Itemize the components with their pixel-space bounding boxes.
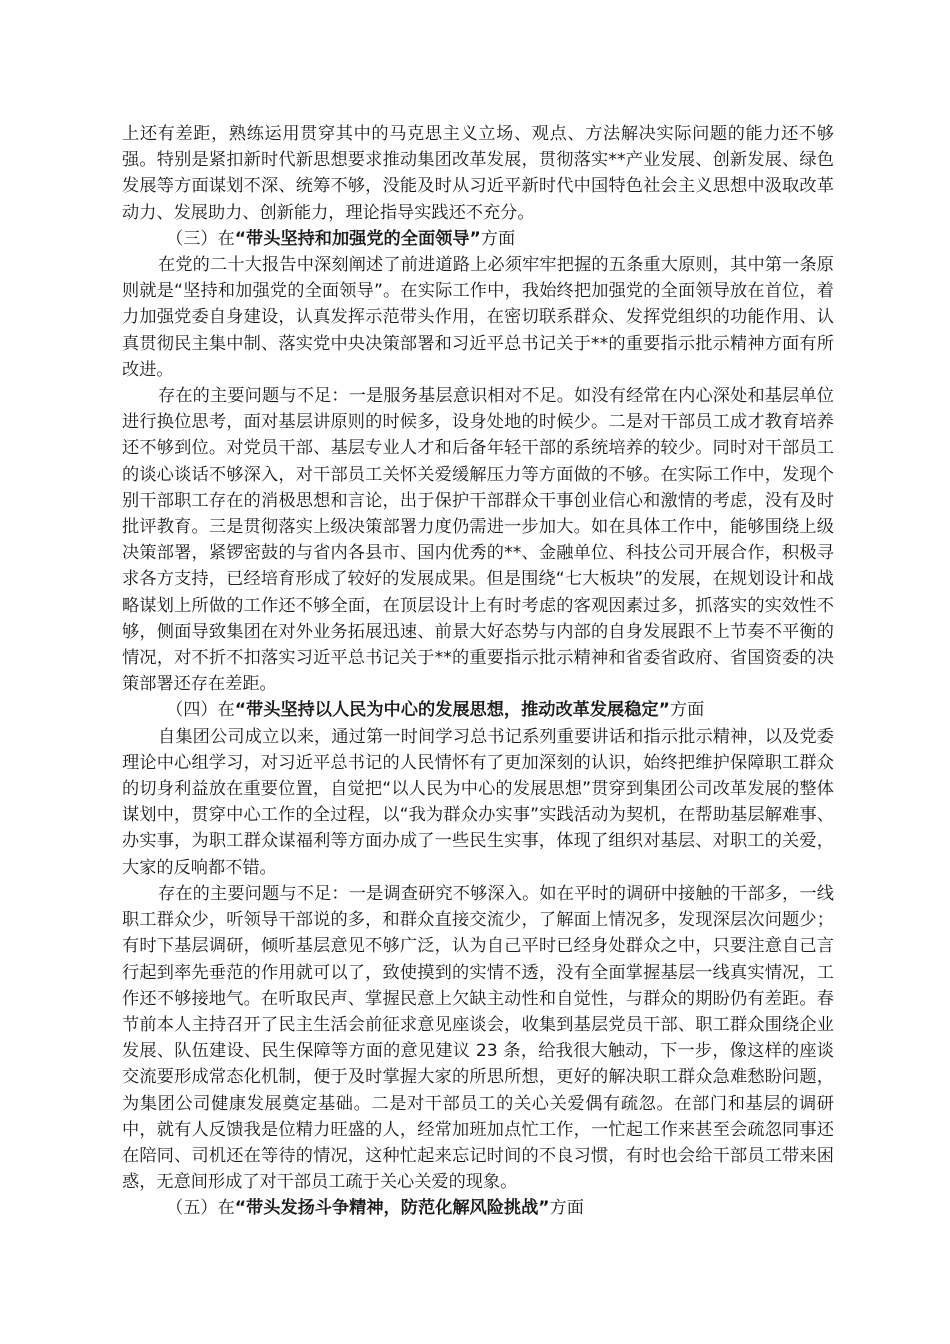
- heading-suffix: 方面: [480, 228, 516, 249]
- section-heading-4: [122, 697, 834, 723]
- heading-prefix: （四）在: [166, 700, 235, 721]
- heading-prefix: （三）在: [166, 228, 235, 249]
- heading-quote: “带头坚持和加强党的全面领导”: [234, 228, 481, 249]
- heading-quote: “带头发扬斗争精神，防范化解风险挑战”: [234, 1198, 550, 1219]
- section-heading-5: [122, 1195, 834, 1221]
- section-heading-3: [122, 226, 834, 252]
- body-paragraph: 存在的主要问题与不足：一是调查研究不够深入。如在平时的调研中接触的干部多，一线职工群众少，听领导干部说的多，和群众直接交流少，了解面上情况多，发现深层次问题少；有时下基层调研，倾听基层意见不够广泛，认为自己平时已经身处群众之中，只要注意自己言行起到率先垂范的作用就可以了，致使摸到的实情不透，没有全面掌握基层一线真实情况，工作还不够接地气。在听取民声、掌握民意上欠缺主动性和自觉性，与群众的期盼仍有差距。春节前本人主持召开了民主生活会前征求意见座谈会，收集到基层党员干部、职工群众围绕企业发展、队伍建设、民生保障等方面的意见建议 23 条，给我很大触动，下一步，像这样的座谈交流要形成常态化机制，便于及时掌握大家的所思所想，更好的解决职工群众急难愁盼问题，为集团公司健康发展奠定基础。二是对干部员工的关心关爱偶有疏忽。在部门和基层的调研中，就有人反馈我是位精力旺盛的人，经常加班加点忙工作，一忙起工作来甚至会疏忽同事还在陪同、司机还在等待的情况，这种忙起来忘记时间的不良习惯，有时也会给干部员工带来困惑，无意间形成了对干部员工疏于关心关爱的现象。: [122, 883, 834, 1193]
- body-paragraph: 自集团公司成立以来，通过第一时间学习总书记系列重要讲话和指示批示精神，以及党委理论中心组学习，对习近平总书记的人民情怀有了更加深刻的认识，始终把维护保障职工群众的切身利益放在重要位置，自觉把“以人民为中心的发展思想”贯穿到集团公司改革发展的整体谋划中，贯穿中心工作的全过程，以“我为群众办实事”实践活动为契机，在帮助基层解难事、办实事，为职工群众谋福利等方面办成了一些民生实事，体现了组织对基层、对职工的关爱，大家的反响都不错。: [122, 726, 834, 878]
- heading-prefix: （五）在: [166, 1198, 235, 1219]
- heading-suffix: 方面: [549, 1198, 584, 1219]
- heading-suffix: 方面: [669, 700, 705, 721]
- document-page: [122, 121, 834, 1222]
- heading-quote: “带头坚持以人民为中心的发展思想，推动改革发展稳定”: [234, 700, 670, 721]
- body-paragraph: 上还有差距，熟练运用贯穿其中的马克思主义立场、观点、方法解决实际问题的能力还不够强。特别是紧扣新时代新思想要求推动集团改革发展，贯彻落实**产业发展、创新发展、绿色发展等方面谋划不深、统筹不够，没能及时从习近平新时代中国特色社会主义思想中汲取改革动力、发展助力、创新能力，理论指导实践还不充分。: [122, 124, 834, 223]
- body-paragraph: 在党的二十大报告中深刻阐述了前进道路上必须牢牢把握的五条重大原则，其中第一条原则就是“坚持和加强党的全面领导”。在实际工作中，我始终把加强党的全面领导放在首位，着力加强党委自身建设，认真发挥示范带头作用，在密切联系群众、发挥党组织的功能作用、认真贯彻民主集中制、落实党中央决策部署和习近平总书记关于**的重要指示批示精神方面有所改进。: [122, 255, 834, 380]
- body-paragraph: 存在的主要问题与不足：一是服务基层意识相对不足。如没有经常在内心深处和基层单位进行换位思考，面对基层讲原则的时候多，设身处地的时候少。二是对干部员工成才教育培养还不够到位。对党员干部、基层专业人才和后备年轻干部的系统培养的较少。同时对干部员工的谈心谈话不够深入，对干部员工关怀关爱缓解压力等方面做的不够。在实际工作中，发现个别干部职工存在的消极思想和言论，出于保护干部群众干事创业信心和激情的考虑，没有及时批评教育。三是贯彻落实上级决策部署力度仍需进一步加大。如在具体工作中，能够围绕上级决策部署，紧锣密鼓的与省内各县市、国内优秀的**、金融单位、科技公司开展合作，积极寻求各方支持，已经培育形成了较好的发展成果。但是围绕“七大板块”的发展，在规划设计和战略谋划上所做的工作还不够全面，在顶层设计上有时考虑的客观因素过多，抓落实的实效性不够，侧面导致集团在对外业务拓展迅速、前景大好态势与内部的自身发展跟不上节奏不平衡的情况，对不折不扣落实习近平总书记关于**的重要指示批示精神和省委省政府、省国资委的决策部署还存在差距。: [122, 386, 834, 695]
